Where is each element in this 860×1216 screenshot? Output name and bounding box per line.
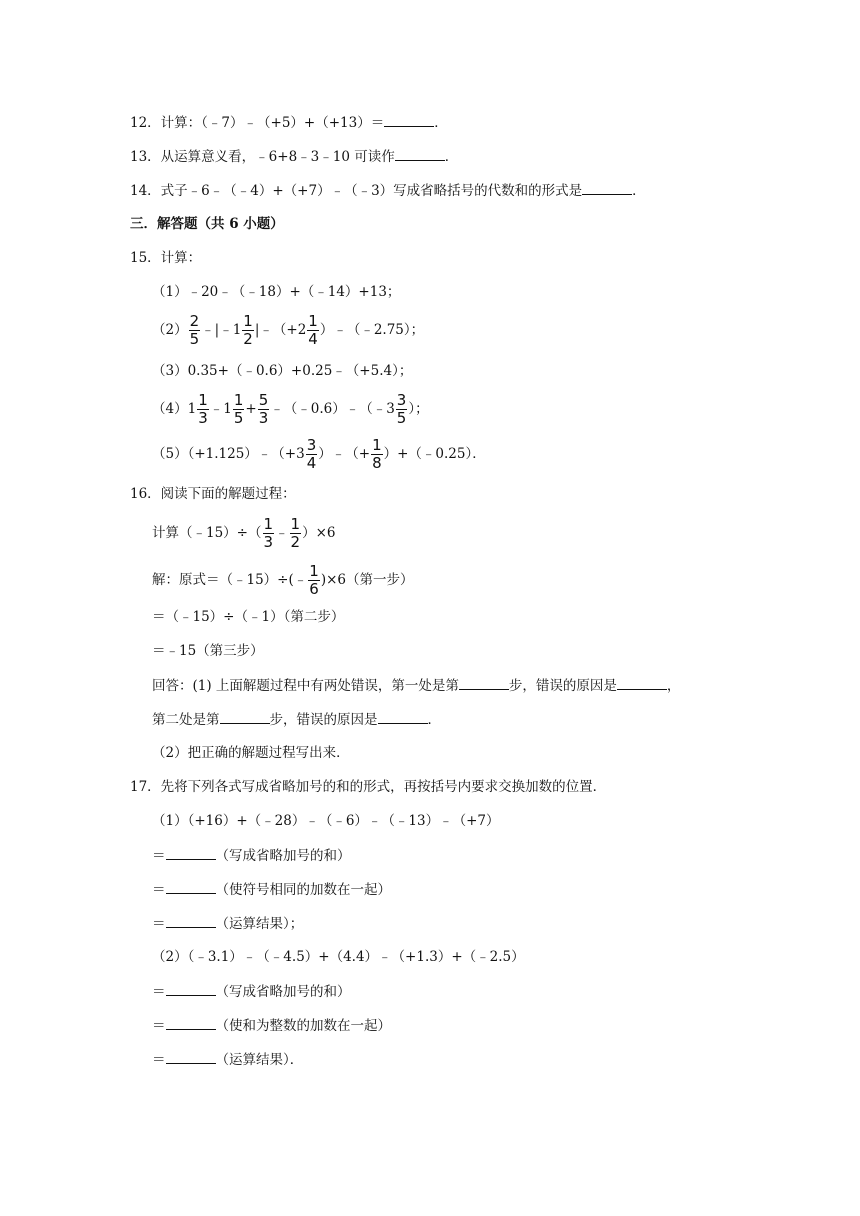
q15-part-4: （4）1 $\frac{1}{3}$ ﹣1 $\frac{1}{5}$ + $\frac{5}{3}$ ﹣（﹣0.6）﹣（﹣3 $\frac{3}{5}$ ）； [152, 391, 429, 427]
question-12: 12．计算：（﹣7）﹣（+5）+（+13）＝ ． [130, 112, 448, 133]
q17-part-1: （1）（+16）+（﹣28）﹣（﹣6）﹣（﹣13）﹣（+7） [152, 813, 500, 829]
question-13: 13．从运算意义看，﹣6+8﹣3﹣10 可读作 ． [130, 146, 458, 167]
fraction: $\frac{1}{3}$ [198, 391, 208, 427]
q15-part-2: （2） $\frac{2}{5}$ ﹣|﹣1 $\frac{1}{2}$ |﹣（+2 $\frac{1}{4}$ ）﹣（﹣2.75）； [152, 312, 425, 348]
fraction: $\frac{2}{5}$ [189, 312, 200, 348]
q16-step-3: ＝﹣15（第三步） [152, 643, 264, 659]
fraction: $\frac{1}{5}$ [233, 391, 244, 427]
answer-blank [459, 675, 509, 690]
section-heading: 三．解答题（共 6 小题） [130, 216, 284, 232]
q15-part-3: （3）0.35+（﹣0.6）+0.25﹣（+5.4）； [152, 363, 413, 379]
q17-p1-step-3: ＝ （运算结果）； [152, 913, 303, 934]
answer-blank [166, 879, 216, 894]
fraction: $\frac{1}{6}$ [309, 562, 319, 598]
fraction: $\frac{5}{3}$ [258, 391, 269, 427]
q17-p2-step-2: ＝ （使和为整数的加数在一起） [152, 1015, 391, 1036]
answer-blank [166, 1049, 216, 1064]
answer-blank [384, 112, 434, 127]
fraction: $\frac{3}{5}$ [396, 391, 407, 427]
answer-blank [395, 146, 445, 161]
answer-blank [617, 675, 667, 690]
q16-answer-2: 第二处是第 步，错误的原因是 ． [152, 709, 441, 730]
q16-answer-1: 回答：(1) 上面解题过程中有两处错误，第一处是第 步，错误的原因是 ， [152, 675, 680, 696]
question-17-title: 17．先将下列各式写成省略加号的和的形式，再按括号内要求交换加数的位置． [130, 779, 607, 795]
answer-blank [166, 913, 216, 928]
question-16-title: 16．阅读下面的解题过程： [130, 486, 296, 502]
q15-part-5: （5）（+1.125）﹣（+3 $\frac{3}{4}$ ）﹣（+ $\frac{1}{8}$ ）+（﹣0.25）． [152, 436, 486, 472]
answer-blank [378, 709, 428, 724]
answer-blank [166, 981, 216, 996]
answer-blank [582, 180, 632, 195]
q17-p1-step-1: ＝ （写成省略加号的和） [152, 845, 351, 866]
fraction: $\frac{1}{4}$ [308, 312, 318, 348]
answer-blank [220, 709, 270, 724]
q17-part-2: （2）（﹣3.1）﹣（﹣4.5）+（4.4）﹣（+1.3）+（﹣2.5） [152, 949, 525, 965]
fraction: $\frac{3}{4}$ [306, 436, 317, 472]
question-15-title: 15．计算： [130, 250, 202, 266]
fraction: $\frac{1}{8}$ [372, 436, 382, 472]
question-14: 14．式子﹣6﹣（﹣4）+（+7）﹣（﹣3）写成省略括号的代数和的形式是 ． [130, 180, 646, 201]
q17-p1-step-2: ＝ （使符号相同的加数在一起） [152, 879, 391, 900]
q16-solution: 解：原式＝（﹣15）÷(﹣ $\frac{1}{6}$ )×6（第一步） [152, 562, 414, 598]
fraction: $\frac{1}{2}$ [243, 312, 253, 348]
fraction: $\frac{1}{3}$ [263, 515, 274, 551]
q17-p2-step-3: ＝ （运算结果）． [152, 1049, 303, 1070]
q15-part-1: （1）﹣20﹣（﹣18）+（﹣14）+13； [152, 284, 401, 300]
answer-blank [166, 1015, 216, 1030]
q16-step-2: ＝（﹣15）÷（﹣1）（第二步） [152, 609, 345, 625]
q16-calc: 计算（﹣15）÷（ $\frac{1}{3}$ ﹣ $\frac{1}{2}$ ）×6 [152, 515, 336, 551]
q17-p2-step-1: ＝ （写成省略加号的和） [152, 981, 351, 1002]
answer-blank [166, 845, 216, 860]
q16-answer-3: （2）把正确的解题过程写出来． [152, 745, 350, 761]
fraction: $\frac{1}{2}$ [290, 515, 301, 551]
